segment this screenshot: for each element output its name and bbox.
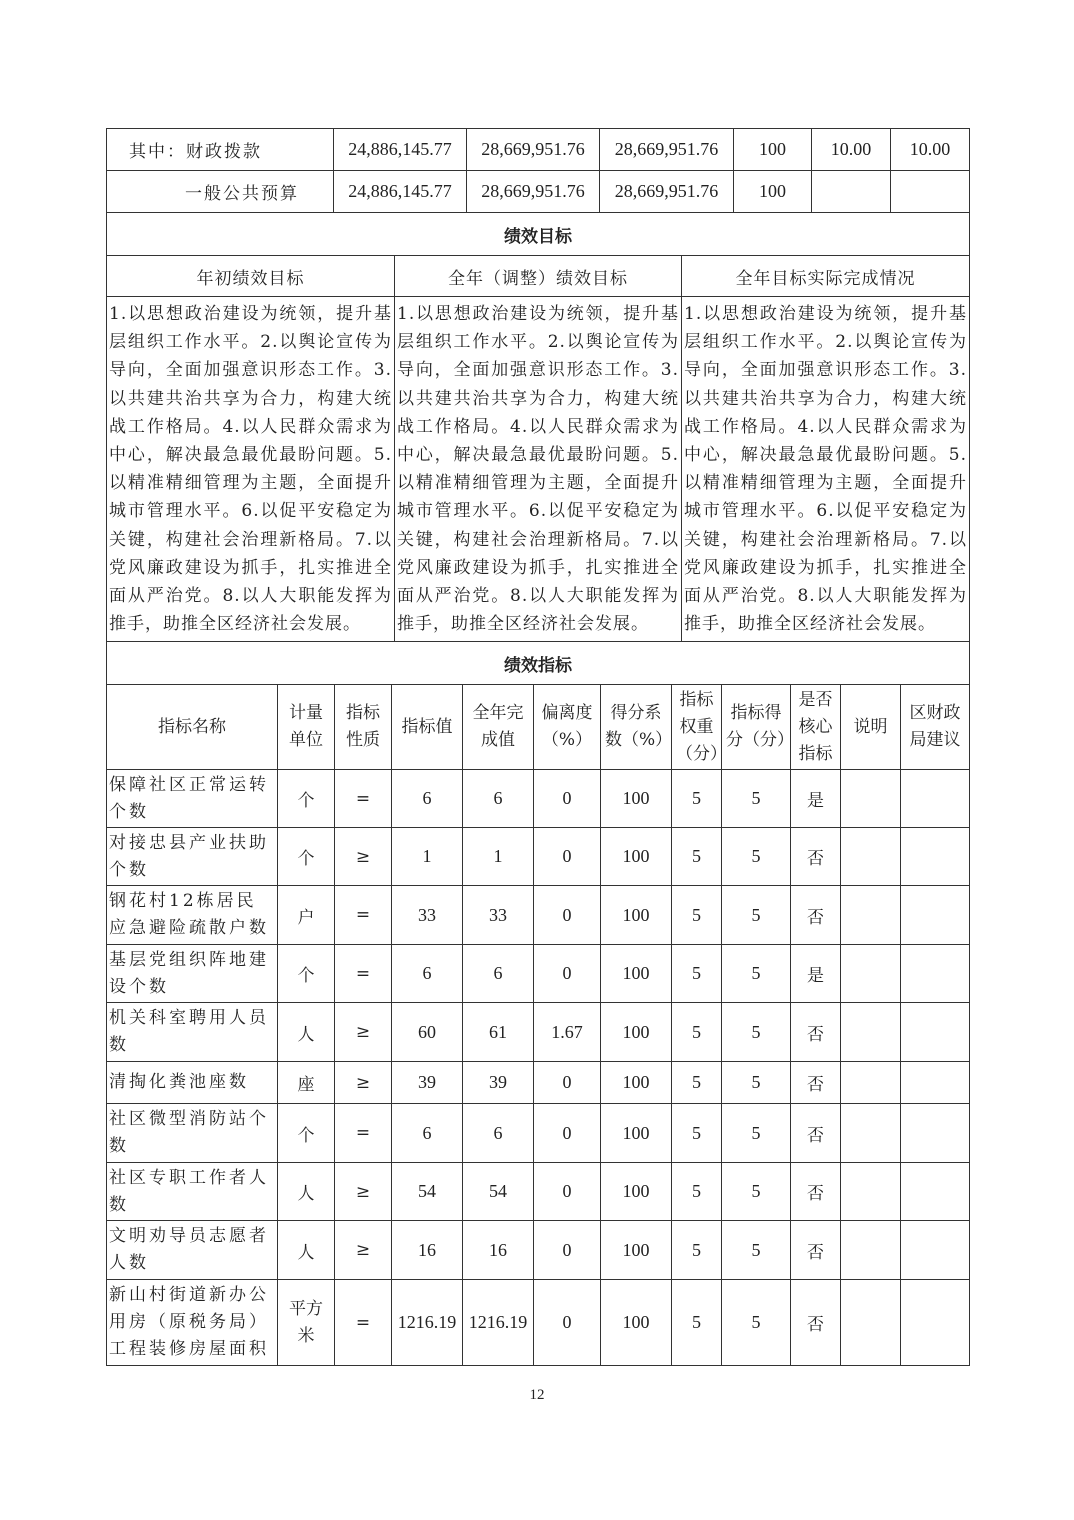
indicator-core: 否 <box>791 1163 841 1221</box>
indicator-row <box>107 828 970 886</box>
indicator-deviation: 0 <box>534 1221 601 1280</box>
indicator-nature: ≥ <box>335 1062 392 1104</box>
indicator-actual: 39 <box>463 1062 534 1104</box>
indicator-coef: 100 <box>601 1163 672 1221</box>
indicator-nature: ≥ <box>335 1163 392 1221</box>
finance-weight <box>812 171 891 213</box>
indicator-name: 钢花村12栋居民应急避险疏散户数 <box>107 886 278 945</box>
indicator-score: 5 <box>722 1104 791 1163</box>
indicator-nature: ≥ <box>335 828 392 886</box>
header-score: 指标得分（分） <box>722 685 791 770</box>
indicator-coef: 100 <box>601 770 672 828</box>
indicator-actual: 1216.19 <box>463 1280 534 1366</box>
indicator-name: 新山村街道新办公用房（原税务局）工程装修房屋面积 <box>107 1280 278 1366</box>
initial-goal-text: 1.以思想政治建设为统领，提升基层组织工作水平。2.以舆论宣传为导向，全面加强意识形态工作。3.以共建共治共享为合力，构建大统战工作格局。4.以人民群众需求为中心，解决最急最优最盼问题。5.以精准精细管理为主题，全面提升城市管理水平。6.以促平安稳定为关键，构建社会治理新格局。7.以党风廉政建设为抓手，扎实推进全面从严治党。8.以人大职能发挥为推手，助推全区经济社会发展。 <box>107 297 395 642</box>
indicator-deviation: 1.67 <box>534 1003 601 1062</box>
indicator-actual: 6 <box>463 945 534 1003</box>
indicator-coef: 100 <box>601 1104 672 1163</box>
performance-report-sheet <box>106 128 969 1366</box>
indicator-target: 60 <box>392 1003 463 1062</box>
actual-completion-header: 全年目标实际完成情况 <box>682 256 970 297</box>
indicator-row <box>107 945 970 1003</box>
header-actual-value: 全年完成值 <box>463 685 534 770</box>
indicator-score: 5 <box>722 945 791 1003</box>
indicator-name: 清掏化粪池座数 <box>107 1062 278 1104</box>
indicator-advice <box>901 1280 970 1366</box>
indicator-unit: 平方米 <box>278 1280 335 1366</box>
indicator-weight: 5 <box>672 1062 722 1104</box>
indicator-unit: 座 <box>278 1062 335 1104</box>
indicator-score: 5 <box>722 1280 791 1366</box>
indicator-name: 对接忠县产业扶助个数 <box>107 828 278 886</box>
header-nature: 指标性质 <box>335 685 392 770</box>
indicator-advice <box>901 1062 970 1104</box>
indicator-deviation: 0 <box>534 1163 601 1221</box>
actual-completion-text: 1.以思想政治建设为统领，提升基层组织工作水平。2.以舆论宣传为导向，全面加强意识形态工作。3.以共建共治共享为合力，构建大统战工作格局。4.以人民群众需求为中心，解决最急最优最盼问题。5.以精准精细管理为主题，全面提升城市管理水平。6.以促平安稳定为关键，构建社会治理新格局。7.以党风廉政建设为抓手，扎实推进全面从严治党。8.以人大职能发挥为推手，助推全区经济社会发展。 <box>682 297 970 642</box>
indicator-core: 否 <box>791 1062 841 1104</box>
page-number: 12 <box>529 1387 545 1403</box>
finance-score <box>891 171 970 213</box>
indicator-actual: 33 <box>463 886 534 945</box>
indicator-coef: 100 <box>601 1221 672 1280</box>
indicator-actual: 54 <box>463 1163 534 1221</box>
indicator-weight: 5 <box>672 1221 722 1280</box>
indicator-unit: 人 <box>278 1221 335 1280</box>
finance-score: 10.00 <box>891 129 970 171</box>
indicator-unit: 个 <box>278 1104 335 1163</box>
indicator-unit: 个 <box>278 828 335 886</box>
indicator-note <box>841 1104 901 1163</box>
indicator-target: 1 <box>392 828 463 886</box>
finance-value: 28,669,951.76 <box>600 171 734 213</box>
indicator-target: 6 <box>392 770 463 828</box>
indicator-unit: 个 <box>278 770 335 828</box>
indicator-row <box>107 1104 970 1163</box>
header-unit: 计量单位 <box>278 685 335 770</box>
finance-value: 24,886,145.77 <box>334 171 467 213</box>
indicator-score: 5 <box>722 886 791 945</box>
indicator-row <box>107 1062 970 1104</box>
indicator-name: 文明劝导员志愿者人数 <box>107 1221 278 1280</box>
indicator-coef: 100 <box>601 945 672 1003</box>
header-note: 说明 <box>841 685 901 770</box>
indicator-coef: 100 <box>601 1280 672 1366</box>
finance-label: 其中：财政拨款 <box>107 129 334 171</box>
indicator-deviation: 0 <box>534 770 601 828</box>
indicator-note <box>841 1221 901 1280</box>
indicators-table <box>106 641 970 1366</box>
header-score-coefficient: 得分系数（%） <box>601 685 672 770</box>
indicator-weight: 5 <box>672 1003 722 1062</box>
indicator-target: 39 <box>392 1062 463 1104</box>
indicator-core: 否 <box>791 828 841 886</box>
finance-table <box>106 128 970 213</box>
indicator-core: 否 <box>791 1104 841 1163</box>
indicator-weight: 5 <box>672 1163 722 1221</box>
indicator-actual: 61 <box>463 1003 534 1062</box>
indicator-core: 是 <box>791 770 841 828</box>
indicator-score: 5 <box>722 770 791 828</box>
indicator-deviation: 0 <box>534 828 601 886</box>
indicator-actual: 16 <box>463 1221 534 1280</box>
indicator-name: 机关科室聘用人员数 <box>107 1003 278 1062</box>
goals-section-title: 绩效目标 <box>107 213 970 256</box>
indicator-deviation: 0 <box>534 1062 601 1104</box>
indicator-deviation: 0 <box>534 1104 601 1163</box>
indicator-score: 5 <box>722 1221 791 1280</box>
indicator-advice <box>901 1163 970 1221</box>
indicator-nature: = <box>335 886 392 945</box>
indicator-weight: 5 <box>672 1280 722 1366</box>
indicator-deviation: 0 <box>534 886 601 945</box>
indicator-deviation: 0 <box>534 945 601 1003</box>
indicator-note <box>841 886 901 945</box>
indicator-row <box>107 1163 970 1221</box>
indicator-coef: 100 <box>601 1003 672 1062</box>
indicator-name: 社区专职工作者人数 <box>107 1163 278 1221</box>
indicator-nature: = <box>335 1104 392 1163</box>
indicators-section-title: 绩效指标 <box>107 642 970 685</box>
indicator-coef: 100 <box>601 1062 672 1104</box>
finance-value: 28,669,951.76 <box>467 171 600 213</box>
indicator-row <box>107 1221 970 1280</box>
indicator-advice <box>901 828 970 886</box>
indicator-note <box>841 770 901 828</box>
finance-rate: 100 <box>734 171 812 213</box>
indicator-actual: 6 <box>463 1104 534 1163</box>
adjusted-goal-header: 全年（调整）绩效目标 <box>395 256 682 297</box>
indicator-nature: ≥ <box>335 1003 392 1062</box>
indicator-note <box>841 828 901 886</box>
header-is-core: 是否核心指标 <box>791 685 841 770</box>
indicator-advice <box>901 1221 970 1280</box>
indicator-nature: ≥ <box>335 1221 392 1280</box>
finance-value: 24,886,145.77 <box>334 129 467 171</box>
indicator-weight: 5 <box>672 1104 722 1163</box>
indicator-note <box>841 945 901 1003</box>
indicator-unit: 人 <box>278 1003 335 1062</box>
finance-row <box>107 129 970 171</box>
header-deviation: 偏离度（%） <box>534 685 601 770</box>
indicator-actual: 1 <box>463 828 534 886</box>
finance-rate: 100 <box>734 129 812 171</box>
finance-value: 28,669,951.76 <box>467 129 600 171</box>
indicator-core: 否 <box>791 886 841 945</box>
indicator-name: 社区微型消防站个数 <box>107 1104 278 1163</box>
indicator-weight: 5 <box>672 770 722 828</box>
indicator-target: 6 <box>392 945 463 1003</box>
indicator-score: 5 <box>722 1003 791 1062</box>
indicator-advice <box>901 1003 970 1062</box>
finance-row <box>107 171 970 213</box>
indicator-unit: 个 <box>278 945 335 1003</box>
indicator-core: 否 <box>791 1003 841 1062</box>
header-weight: 指标权重（分） <box>672 685 722 770</box>
indicator-advice <box>901 886 970 945</box>
indicator-core: 否 <box>791 1280 841 1366</box>
finance-weight: 10.00 <box>812 129 891 171</box>
header-indicator-name: 指标名称 <box>107 685 278 770</box>
indicator-target: 6 <box>392 1104 463 1163</box>
indicator-unit: 户 <box>278 886 335 945</box>
indicator-row <box>107 770 970 828</box>
indicator-score: 5 <box>722 828 791 886</box>
indicator-nature: = <box>335 770 392 828</box>
indicator-nature: = <box>335 1280 392 1366</box>
indicator-unit: 人 <box>278 1163 335 1221</box>
header-finance-bureau-advice: 区财政局建议 <box>901 685 970 770</box>
indicator-coef: 100 <box>601 886 672 945</box>
indicator-name: 保障社区正常运转个数 <box>107 770 278 828</box>
indicator-coef: 100 <box>601 828 672 886</box>
finance-label: 一般公共预算 <box>107 171 334 213</box>
finance-value: 28,669,951.76 <box>600 129 734 171</box>
indicator-weight: 5 <box>672 945 722 1003</box>
indicator-row <box>107 886 970 945</box>
indicator-actual: 6 <box>463 770 534 828</box>
indicator-advice <box>901 1104 970 1163</box>
goals-table <box>106 212 970 642</box>
indicator-target: 1216.19 <box>392 1280 463 1366</box>
indicator-advice <box>901 945 970 1003</box>
indicator-score: 5 <box>722 1062 791 1104</box>
indicator-target: 33 <box>392 886 463 945</box>
indicator-advice <box>901 770 970 828</box>
indicator-target: 54 <box>392 1163 463 1221</box>
indicator-name: 基层党组织阵地建设个数 <box>107 945 278 1003</box>
header-target-value: 指标值 <box>392 685 463 770</box>
indicator-weight: 5 <box>672 886 722 945</box>
indicator-note <box>841 1003 901 1062</box>
adjusted-goal-text: 1.以思想政治建设为统领，提升基层组织工作水平。2.以舆论宣传为导向，全面加强意识形态工作。3.以共建共治共享为合力，构建大统战工作格局。4.以人民群众需求为中心，解决最急最优最盼问题。5.以精准精细管理为主题，全面提升城市管理水平。6.以促平安稳定为关键，构建社会治理新格局。7.以党风廉政建设为抓手，扎实推进全面从严治党。8.以人大职能发挥为推手，助推全区经济社会发展。 <box>395 297 682 642</box>
indicator-nature: = <box>335 945 392 1003</box>
indicator-note <box>841 1062 901 1104</box>
indicator-weight: 5 <box>672 828 722 886</box>
indicator-note <box>841 1163 901 1221</box>
indicator-row <box>107 1003 970 1062</box>
indicator-score: 5 <box>722 1163 791 1221</box>
indicator-core: 是 <box>791 945 841 1003</box>
initial-goal-header: 年初绩效目标 <box>107 256 395 297</box>
indicator-target: 16 <box>392 1221 463 1280</box>
indicator-row <box>107 1280 970 1366</box>
indicator-note <box>841 1280 901 1366</box>
indicator-deviation: 0 <box>534 1280 601 1366</box>
indicator-core: 否 <box>791 1221 841 1280</box>
